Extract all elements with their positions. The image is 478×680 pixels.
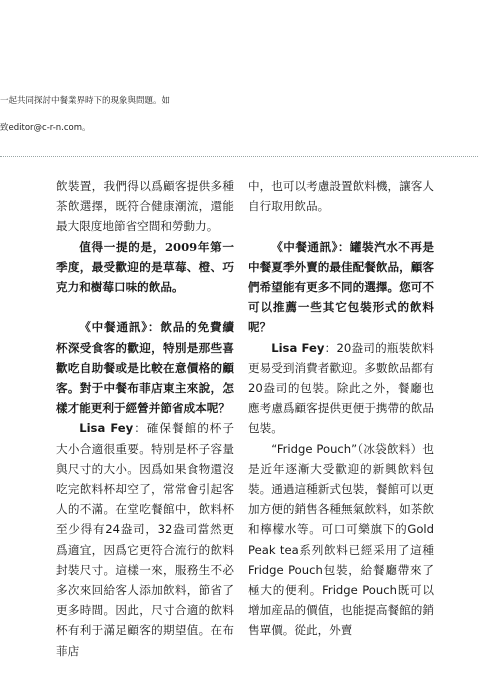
answer-text: ：確保餐館的杯子大小合適很重要。特別是杯子容量與尺寸的大小。因爲如果食物還沒吃完飲料杯却空了，常常會引起客人的不滿。在堂吃餐館中，飲料杯至少得有24盎司，32盎司當然更爲適宜，因爲它更符合流行的飲料封裝尺寸。這樣一來，服務生不必多次來回給客人添加飲料，節省了更多時間。因此，尺寸合適的飲料杯有利于滿足顧客的期望值。在布菲店	[56, 421, 234, 658]
intro-note-line-2: 致editor@c-r-n.com。	[0, 123, 91, 133]
answer-text: ：20盎司的瓶裝飲料更易受到消費者歡迎。多數飲品都有20盎司的包裝。除此之外，餐廳也應考慮爲顧客提供更便于携帶的飲品包裝。	[248, 340, 434, 436]
dotted-divider	[0, 156, 478, 157]
speaker-name: Lisa Fey	[271, 340, 325, 355]
paragraph: 中，也可以考慮設置飲料機，讓客人自行取用飲品。	[248, 179, 434, 214]
paragraph-highlight: 值得一提的是，2009年第一季度，最受歡迎的是草莓、橙、巧克力和樹莓口味的飲品。	[56, 239, 234, 295]
interview-question: 《中餐通訊》：罐裝汽水不再是中餐夏季外賣的最佳配餐飲品，顧客們希望能有更多不同的選擇。您可不可以推薦一些其它包裝形式的飲料呢？	[248, 239, 434, 335]
paragraph: “Fridge Pouch”（冰袋飲料）也是近年逐漸大受歡迎的新興飲料包裝。通過這種新式包裝，餐館可以更加方便的銷售各種無氣飲料，如茶飲和檸檬水等。可口可樂旗下的Gold Peak tea系列飲料已經采用了這種Fridge Pouch包裝，給餐廳帶來了極大的便利。Fridge Pouch既可以增加産品的價值，也能提高餐館的銷售單價。從此，外賣	[248, 441, 434, 638]
article-column-right	[248, 176, 434, 641]
intro-note-line-1: 一起共同探討中餐業界時下的現象與問題。如	[0, 96, 171, 106]
interview-answer	[248, 338, 434, 439]
article-column-left	[56, 176, 234, 661]
speaker-name: Lisa Fey	[79, 421, 134, 436]
interview-answer	[56, 418, 234, 660]
interview-question: 《中餐通訊》：飲品的免費續杯深受食客的歡迎，特別是那些喜歡吃自助餐或是比較在意價格的顧客。對于中餐布菲店東主來說，怎樣才能更利于經營并節省成本呢？	[56, 320, 234, 416]
paragraph: 飲裝置，我們得以爲顧客提供多種茶飲選擇，既符合健康潮流，還能最大限度地節省空間和勞動力。	[56, 179, 234, 234]
